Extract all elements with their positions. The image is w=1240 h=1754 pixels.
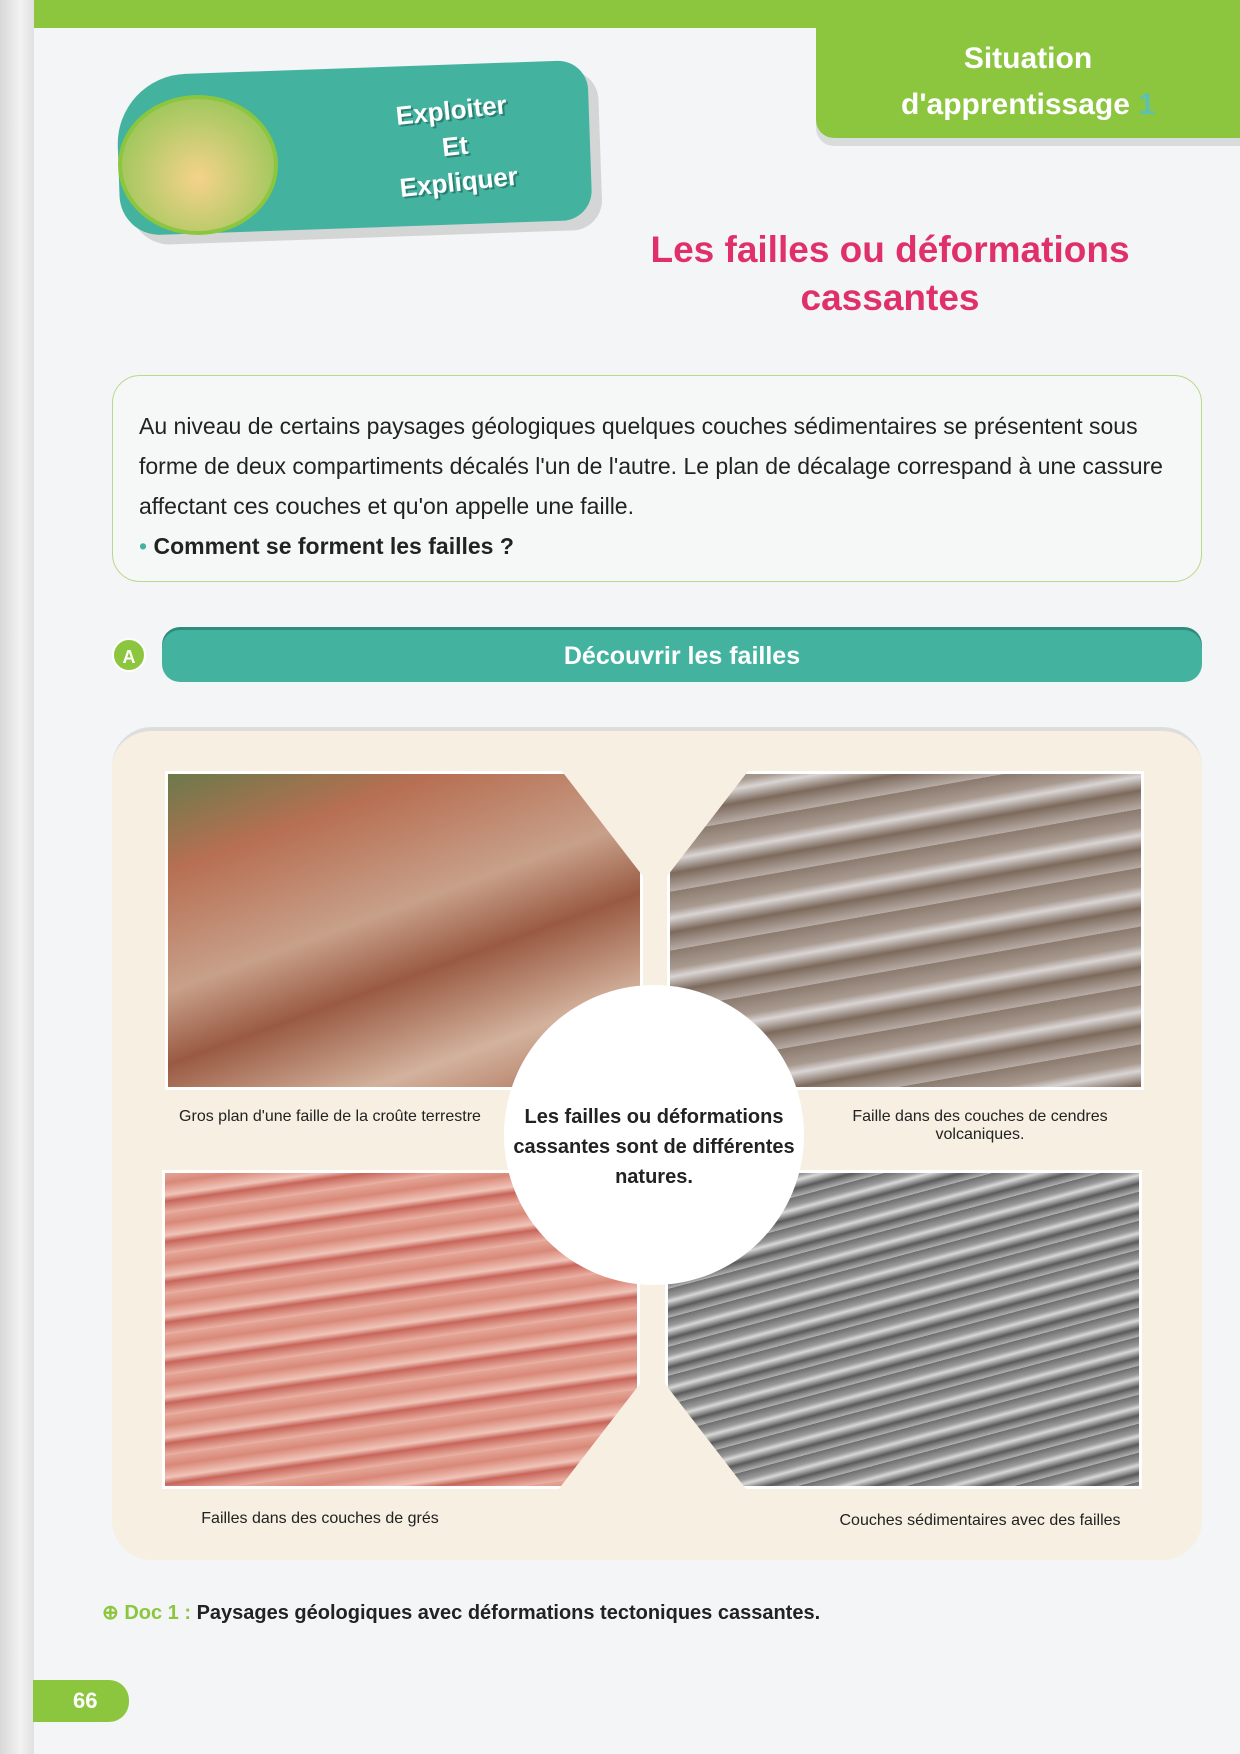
situation-line2: d'apprentissage (901, 88, 1130, 121)
section-letter: A (112, 638, 146, 672)
doc-caption (102, 1600, 820, 1625)
center-circle-text: Les failles ou déformations cassantes sont de différentes natures. (504, 985, 804, 1285)
situation-line1: Situation (963, 42, 1093, 75)
top-green-bar (34, 0, 1240, 28)
page-number: 66 (33, 1680, 129, 1722)
section-title: Découvrir les failles (162, 630, 1202, 682)
situation-badge (816, 28, 1240, 138)
page-title: Les failles ou déformations cassantes (650, 229, 1130, 318)
intro-text: Au niveau de certains paysages géologiques quelques couches sédimentaires se présentent sous forme de deux compartiments décalés l'un de l'autre. Le plan de décalage correspand à une cassure affectant ces couches et qu'on appelle une faille. (139, 413, 1163, 519)
banner-line: Et (440, 129, 470, 163)
caption-4: Couches sédimentaires avec des failles (839, 1512, 1121, 1529)
doc-label: Doc 1 : (124, 1602, 192, 1624)
intro-question: Comment se forment les failles ? (153, 533, 514, 559)
banner-line: Expliquer (398, 160, 520, 203)
banner-line: Exploiter (394, 89, 509, 131)
cartoon-kids-illustration (118, 95, 278, 235)
caption-3: Failles dans des couches de grés (201, 1510, 439, 1527)
intro-box (112, 375, 1202, 582)
doc-icon: ⊕ (102, 1602, 119, 1624)
bullet: • (139, 533, 148, 559)
exploiter-banner-text (355, 82, 555, 209)
caption-2: Faille dans des couches de cendres volcaniques. (852, 1108, 1108, 1143)
doc-caption-text: Paysages géologiques avec déformations tectoniques cassantes. (196, 1602, 821, 1624)
caption-1: Gros plan d'une faille de la croûte terrestre (179, 1108, 481, 1125)
book-spine (0, 0, 34, 1754)
situation-number: 1 (1138, 88, 1155, 121)
